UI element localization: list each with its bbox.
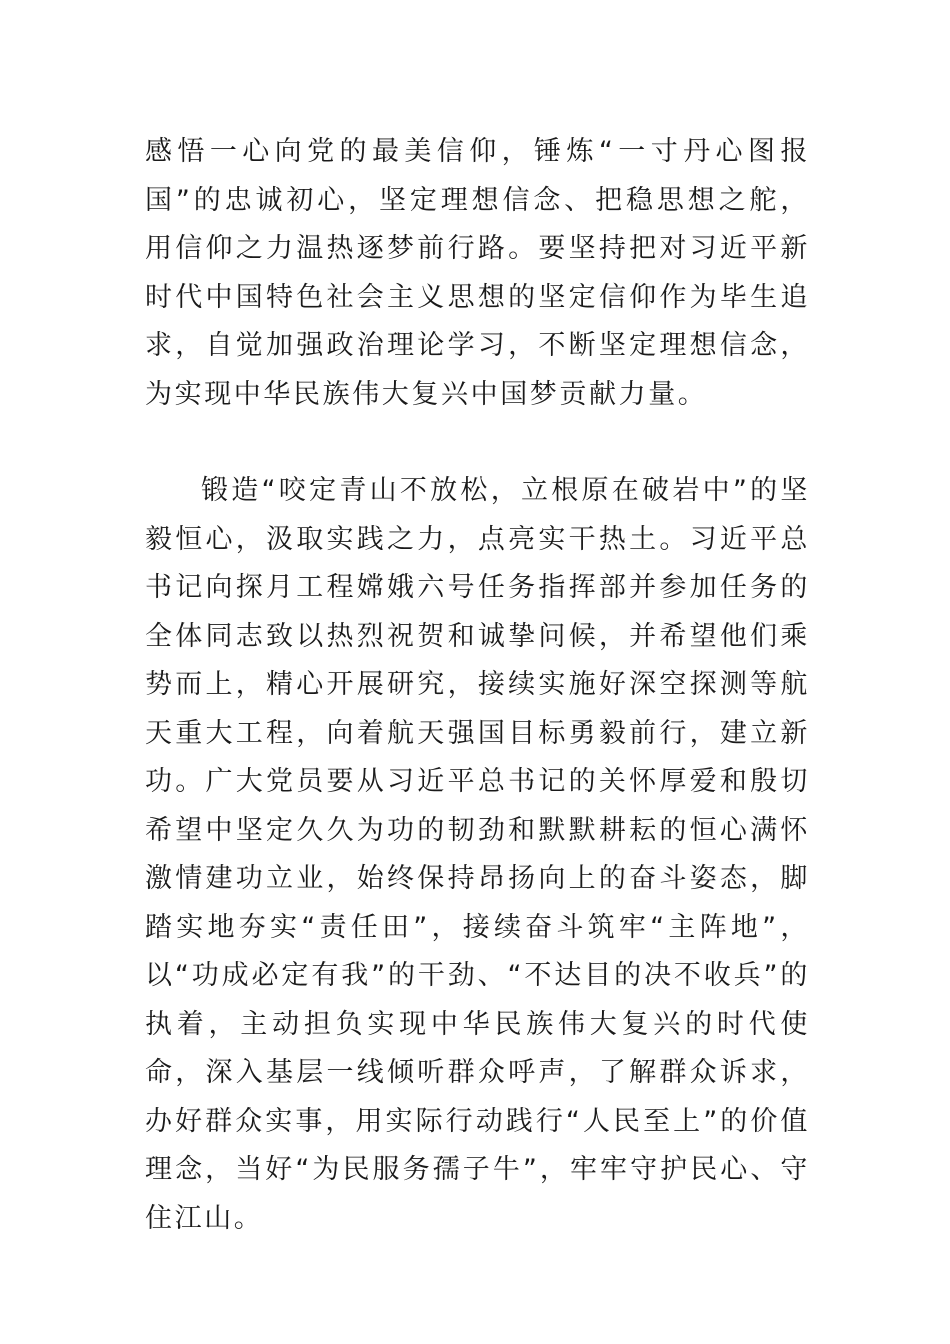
paragraph-1: 感悟一心向党的最美信仰，锤炼“一寸丹心图报国”的忠诚初心，坚定理想信念、把稳思想之舵，用信仰之力温热逐梦前行路。要坚持把对习近平新时代中国特色社会主义思想的坚定信仰作为毕生追求，自觉加强政治理论学习，不断坚定理想信念，为实现中华民族伟大复兴中国梦贡献力量。 [145, 136, 810, 410]
paragraph-2: 锻造“咬定青山不放松，立根原在破岩中”的坚毅恒心，汲取实践之力，点亮实干热土。习近平总书记向探月工程嫦娥六号任务指挥部并参加任务的全体同志致以热烈祝贺和诚挚问候，并希望他们乘势而上，精心开展研究，接续实施好深空探测等航天重大工程，向着航天强国目标勇毅前行，建立新功。广大党员要从习近平总书记的关怀厚爱和殷切希望中坚定久久为功的韧劲和默默耕耘的恒心满怀激情建功立业，始终保持昂扬向上的奋斗姿态，脚踏实地夯实“责任田”，接续奋斗筑牢“主阵地”，以“功成必定有我”的干劲、“不达目的决不收兵”的执着，主动担负实现中华民族伟大复兴的时代使命，深入基层一线倾听群众呼声，了解群众诉求，办好群众实事，用实际行动践行“人民至上”的价值理念，当好“为民服务孺子牛”，牢牢守护民心、守住江山。 [145, 475, 810, 1234]
document-body [145, 128, 810, 1243]
